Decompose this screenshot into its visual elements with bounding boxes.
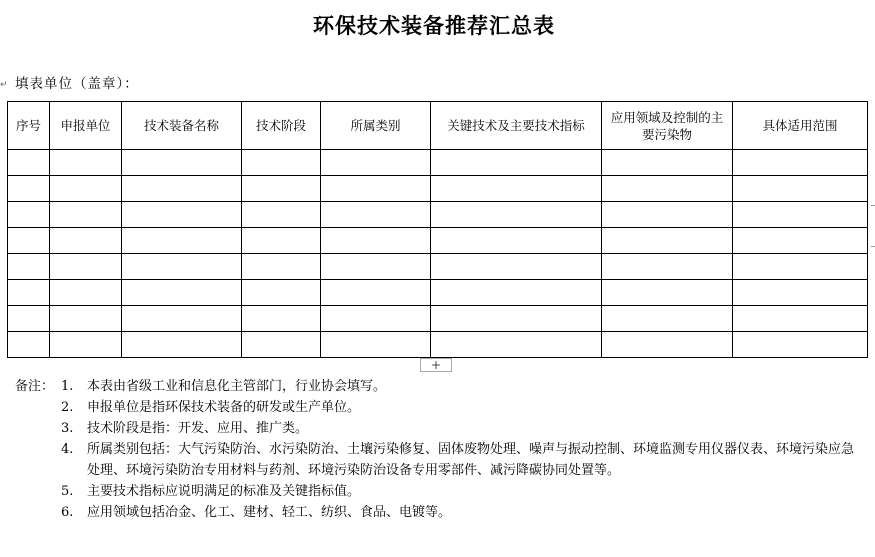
header-cell-equipment-name[interactable]: 技术装备名称	[122, 102, 242, 150]
table-cell[interactable]	[431, 150, 602, 176]
note-number: 6.	[61, 505, 74, 520]
table-cell[interactable]	[321, 228, 431, 254]
table-row	[8, 176, 868, 202]
note-number: 5.	[61, 484, 74, 499]
note-text: 主要技术指标应说明满足的标准及关键指标值。	[87, 484, 361, 499]
table-cell[interactable]	[431, 228, 602, 254]
table-cell[interactable]	[321, 332, 431, 358]
note-text: 申报单位是指环保技术装备的研发或生产单位。	[87, 400, 361, 415]
table-cell[interactable]	[50, 202, 122, 228]
table-cell[interactable]	[8, 150, 50, 176]
header-cell-index[interactable]: 序号	[8, 102, 50, 150]
table-header-row	[8, 102, 868, 150]
table-cell[interactable]	[733, 280, 868, 306]
table-cell[interactable]	[242, 306, 321, 332]
table-cell[interactable]	[602, 202, 733, 228]
note-item	[15, 481, 865, 502]
table-row	[8, 306, 868, 332]
header-cell-application-field[interactable]: 应用领域及控制的主要污染物	[602, 102, 733, 150]
table-cell[interactable]	[431, 280, 602, 306]
table-cell[interactable]	[50, 280, 122, 306]
recommendation-table	[7, 101, 868, 358]
table-cell[interactable]	[602, 228, 733, 254]
note-text: 应用领域包括冶金、化工、建材、轻工、纺织、食品、电镀等。	[87, 505, 452, 520]
table-cell[interactable]	[122, 254, 242, 280]
note-item	[15, 376, 865, 397]
table-cell[interactable]	[733, 306, 868, 332]
note-item	[15, 502, 865, 523]
paragraph-mark-icon: ↵	[0, 80, 8, 90]
table-cell[interactable]	[321, 306, 431, 332]
table-cell[interactable]	[431, 254, 602, 280]
table-cell[interactable]	[602, 254, 733, 280]
header-cell-applicant[interactable]: 申报单位	[50, 102, 122, 150]
table-cell[interactable]	[733, 176, 868, 202]
fill-unit-label: 填表单位（盖章）：	[15, 76, 139, 92]
table-cell[interactable]	[431, 306, 602, 332]
table-cell[interactable]	[321, 254, 431, 280]
page-edge-marker	[871, 205, 875, 247]
table-cell[interactable]	[50, 332, 122, 358]
note-number: 1.	[61, 379, 74, 394]
header-cell-scope[interactable]: 具体适用范围	[733, 102, 868, 150]
table-row	[8, 202, 868, 228]
table-cell[interactable]	[602, 150, 733, 176]
table-cell[interactable]	[8, 254, 50, 280]
table-cell[interactable]	[321, 176, 431, 202]
table-cell[interactable]	[242, 150, 321, 176]
table-row	[8, 150, 868, 176]
table-cell[interactable]	[602, 332, 733, 358]
note-number: 3.	[61, 421, 74, 436]
note-text: 所属类别包括：大气污染防治、水污染防治、土壤污染修复、固体废物处理、噪声与振动控制、环境监测专用仪器仪表、环境污染应急处理、环境污染防治专用材料与药剂、环境污染防治设备专用零部件、减污降碳协同处置等。	[87, 442, 855, 478]
header-cell-key-tech[interactable]: 关键技术及主要技术指标	[431, 102, 602, 150]
table-cell[interactable]	[8, 306, 50, 332]
table-cell[interactable]	[431, 176, 602, 202]
notes-section	[15, 376, 865, 523]
table-cell[interactable]	[8, 202, 50, 228]
table-cell[interactable]	[8, 332, 50, 358]
table-cell[interactable]	[122, 306, 242, 332]
table-row	[8, 254, 868, 280]
table-cell[interactable]	[122, 228, 242, 254]
table-cell[interactable]	[8, 176, 50, 202]
table-row	[8, 280, 868, 306]
table-cell[interactable]	[50, 228, 122, 254]
table-cell[interactable]	[242, 202, 321, 228]
notes-prefix: 备注：	[15, 379, 55, 394]
table-cell[interactable]	[122, 176, 242, 202]
table-cell[interactable]	[242, 176, 321, 202]
note-text: 技术阶段是指：开发、应用、推广类。	[87, 421, 309, 436]
table-cell[interactable]	[242, 280, 321, 306]
table-cell[interactable]	[733, 332, 868, 358]
page-title: 环保技术装备推荐汇总表	[313, 13, 555, 38]
note-item	[15, 439, 865, 481]
header-cell-tech-stage[interactable]: 技术阶段	[242, 102, 321, 150]
table-cell[interactable]	[733, 150, 868, 176]
table-cell[interactable]	[321, 150, 431, 176]
table-cell[interactable]	[8, 280, 50, 306]
table-row	[8, 332, 868, 358]
table-cell[interactable]	[321, 280, 431, 306]
table-cell[interactable]	[602, 280, 733, 306]
table-cell[interactable]	[50, 254, 122, 280]
note-number: 4.	[61, 442, 74, 457]
table-cell[interactable]	[733, 254, 868, 280]
note-item	[15, 397, 865, 418]
table-cell[interactable]	[242, 332, 321, 358]
table-body	[8, 150, 868, 358]
table-cell[interactable]	[8, 228, 50, 254]
table-cell[interactable]	[602, 306, 733, 332]
table-cell[interactable]	[50, 176, 122, 202]
header-cell-category[interactable]: 所属类别	[321, 102, 431, 150]
note-item	[15, 418, 865, 439]
note-text: 本表由省级工业和信息化主管部门，行业协会填写。	[87, 379, 387, 394]
note-number: 2.	[61, 400, 74, 415]
table-cell[interactable]	[122, 202, 242, 228]
table-cell[interactable]	[122, 332, 242, 358]
table-cell[interactable]	[321, 202, 431, 228]
table-cell[interactable]	[431, 332, 602, 358]
table-cell[interactable]	[50, 150, 122, 176]
table-cell[interactable]	[50, 306, 122, 332]
table-cell[interactable]	[242, 228, 321, 254]
table-cell[interactable]	[122, 150, 242, 176]
table-cell[interactable]	[242, 254, 321, 280]
table-row	[8, 228, 868, 254]
table-cell[interactable]	[431, 202, 602, 228]
table-cell[interactable]	[122, 280, 242, 306]
table-cell[interactable]	[733, 228, 868, 254]
table-cell[interactable]	[602, 176, 733, 202]
table-cell[interactable]	[733, 202, 868, 228]
add-row-button[interactable]: +	[420, 358, 452, 372]
